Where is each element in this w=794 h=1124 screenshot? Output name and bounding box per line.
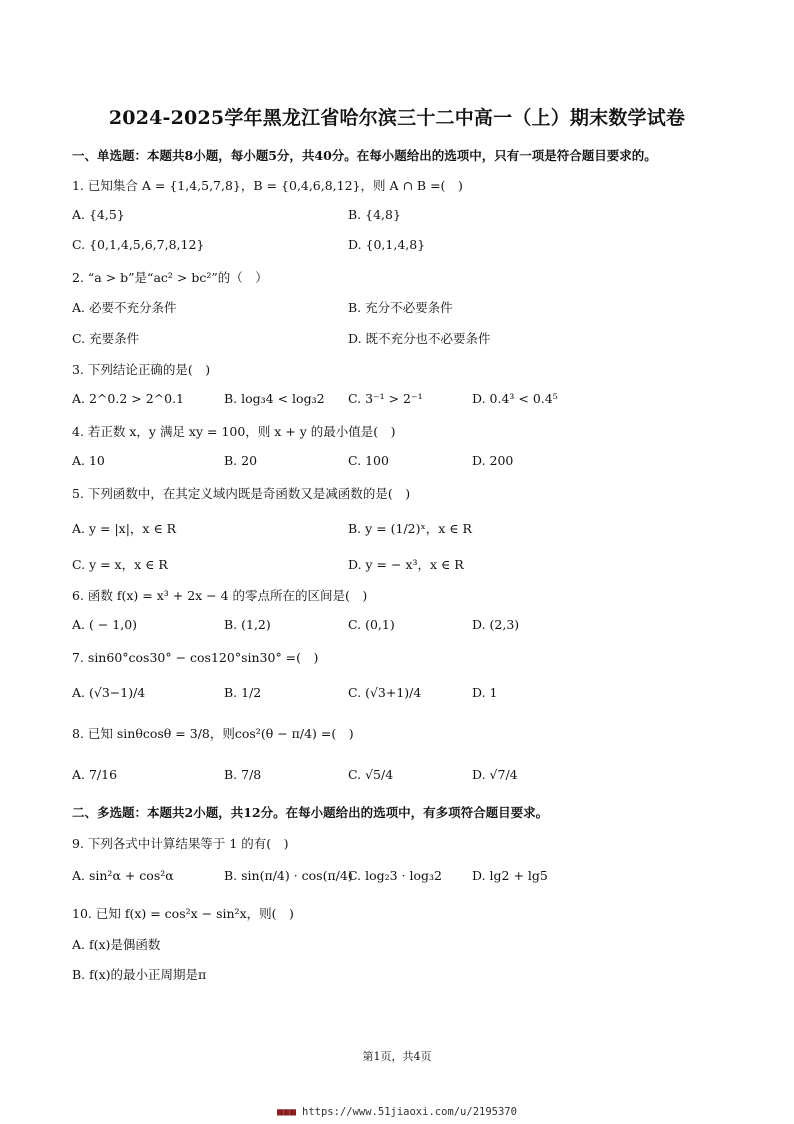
- question-10: 10. 已知 f(x) = cos²x − sin²x，则( ): [72, 906, 294, 921]
- section-heading-single-choice: 一、单选题：本题共8小题，每小题5分，共40分。在每小题给出的选项中，只有一项是符合题目要求的。: [72, 148, 657, 163]
- q6-option-d: D. (2,3): [472, 617, 520, 632]
- q7-option-d: D. 1: [472, 685, 498, 700]
- q4-option-a: A. 10: [72, 453, 105, 468]
- q2-option-b: B. 充分不必要条件: [348, 300, 453, 315]
- q2-option-c: C. 充要条件: [72, 331, 140, 346]
- q6-option-c: C. (0,1): [348, 617, 395, 632]
- watermark: [0, 1106, 794, 1118]
- q4-option-b: B. 20: [224, 453, 258, 468]
- q5-option-b: B. y = (1/2)ˣ，x ∈ R: [348, 521, 472, 536]
- q1-option-b: B. {4,8}: [348, 207, 401, 222]
- question-3: 3. 下列结论正确的是( ): [72, 362, 211, 377]
- q9-option-d: D. lg2 + lg5: [472, 868, 548, 883]
- question-9: 9. 下列各式中计算结果等于 1 的有( ): [72, 836, 289, 851]
- q5-option-d: D. y = − x³，x ∈ R: [348, 557, 464, 572]
- q1-option-d: D. {0,1,4,8}: [348, 237, 426, 252]
- q3-option-a: A. 2^0.2 > 2^0.1: [72, 391, 185, 406]
- q10-option-b: B. f(x)的最小正周期是π: [72, 967, 207, 982]
- q6-option-a: A. ( − 1,0): [72, 617, 138, 632]
- q8-option-a: A. 7/16: [72, 767, 118, 782]
- q4-option-d: D. 200: [472, 453, 514, 468]
- q3-option-d: D. 0.4³ < 0.4⁵: [472, 391, 558, 406]
- question-8: 8. 已知 sinθcosθ = 3/8，则cos²(θ − π/4) =( ): [72, 726, 354, 741]
- section-heading-multi-choice: 二、多选题：本题共2小题，共12分。在每小题给出的选项中，有多项符合题目要求。: [72, 805, 549, 820]
- question-4: 4. 若正数 x，y 满足 xy = 100，则 x + y 的最小值是( ): [72, 424, 396, 439]
- q5-option-c: C. y = x，x ∈ R: [72, 557, 168, 572]
- q7-option-b: B. 1/2: [224, 685, 262, 700]
- q5-option-a: A. y = |x|，x ∈ R: [72, 521, 177, 536]
- q4-option-c: C. 100: [348, 453, 389, 468]
- q1-option-a: A. {4,5}: [72, 207, 125, 222]
- watermark-marks: ■■■: [277, 1106, 297, 1118]
- q3-option-c: C. 3⁻¹ > 2⁻¹: [348, 391, 423, 406]
- q7-option-c: C. (√3+1)/4: [348, 685, 422, 700]
- question-1: 1. 已知集合 A = {1,4,5,7,8}，B = {0,4,6,8,12}，则 A ∩ B =( ): [72, 178, 463, 193]
- question-6: 6. 函数 f(x) = x³ + 2x − 4 的零点所在的区间是( ): [72, 588, 368, 603]
- q8-option-c: C. √5/4: [348, 767, 394, 782]
- q6-option-b: B. (1,2): [224, 617, 271, 632]
- q2-option-d: D. 既不充分也不必要条件: [348, 331, 491, 346]
- q8-option-b: B. 7/8: [224, 767, 262, 782]
- q9-option-b: B. sin(π/4) · cos(π/4): [224, 868, 353, 883]
- q8-option-d: D. √7/4: [472, 767, 518, 782]
- q3-option-b: B. log₃4 < log₃2: [224, 391, 325, 406]
- q7-option-a: A. (√3−1)/4: [72, 685, 146, 700]
- q9-option-a: A. sin²α + cos²α: [72, 868, 174, 883]
- question-2: 2. “a > b”是“ac² > bc²”的（ ）: [72, 270, 268, 285]
- question-5: 5. 下列函数中，在其定义域内既是奇函数又是减函数的是( ): [72, 486, 411, 501]
- question-7: 7. sin60°cos30° − cos120°sin30° =( ): [72, 650, 319, 665]
- q9-option-c: C. log₂3 · log₃2: [348, 868, 442, 883]
- watermark-url: https://www.51jiaoxi.com/u/2195370: [302, 1106, 517, 1118]
- page-title: 2024-2025学年黑龙江省哈尔滨三十二中高一（上）期末数学试卷: [108, 107, 686, 129]
- q2-option-a: A. 必要不充分条件: [72, 300, 177, 315]
- q1-option-c: C. {0,1,4,5,6,7,8,12}: [72, 237, 205, 252]
- q10-option-a: A. f(x)是偶函数: [72, 937, 161, 952]
- page-footer: 第1页，共4页: [362, 1050, 432, 1063]
